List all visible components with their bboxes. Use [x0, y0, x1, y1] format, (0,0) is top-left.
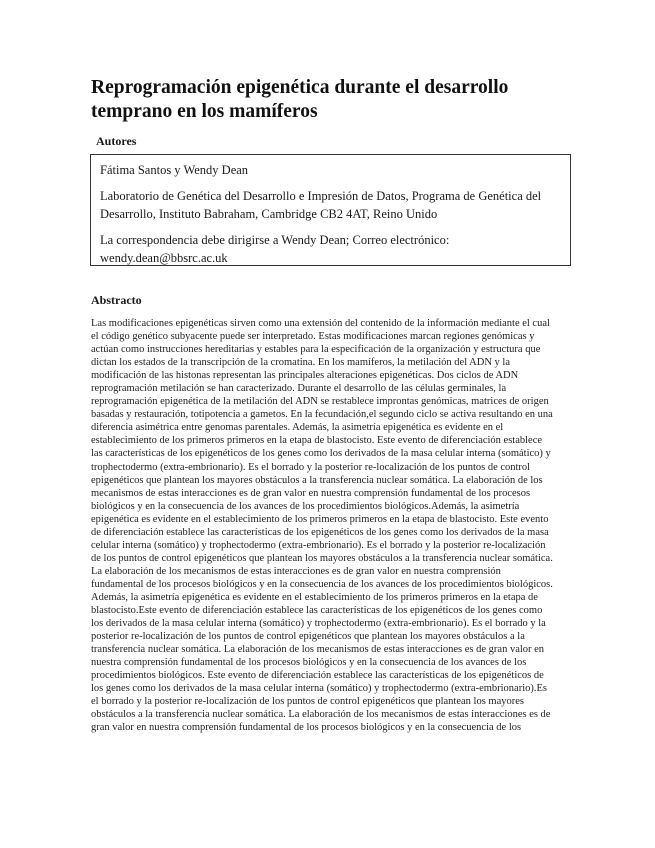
correspondence-email: wendy.dean@bbsrc.ac.uk [100, 251, 228, 265]
abstract-line: celular interna (somático) y trophectodermo (extra-embrionario). Es el borrado y la posterior re-localización [91, 539, 546, 551]
abstract-line: actúan como instrucciones hereditarias y estables para la especificación de la organización y estructura que [91, 344, 541, 356]
correspondence [100, 231, 561, 267]
abstract-line: La elaboración de los mecanismos de estas interacciones es de gran valor en nuestra comprensión [91, 565, 501, 577]
abstract-line: reprogramación epigenética de la metilación del ADN se restablece improntas genómicas, matrices de origen [91, 396, 549, 408]
abstract-line: diferencia asimétrica entre genomas parentales. Además, la asimetría epigenética es evidente en el [91, 422, 504, 434]
abstract-body [91, 317, 567, 735]
abstract-line: los genes como los derivados de la masa celular interna (somático) y trophectodermo (extra-embrionario).Es [91, 683, 548, 695]
abstract-line: epigenéticos que plantean los mayores obstáculos a la transferencia nuclear somática. La elaboración de los [91, 474, 543, 486]
correspondence-line: La correspondencia debe dirigirse a Wendy Dean; Correo electrónico: [100, 233, 450, 247]
abstract-line: blastocisto.Este evento de diferenciación establece las características de los epigenéticos de los genes como [91, 605, 543, 617]
affiliation-line: Laboratorio de Genética del Desarrollo e Impresión de Datos, Programa de Genética del [100, 189, 542, 203]
abstract-heading: Abstracto [91, 293, 142, 307]
abstract-line: reprogramación metilación se han caracterizado. Durante el desarrollo de las células germinales, la [91, 383, 507, 395]
affiliation [100, 187, 561, 223]
abstract-line: establecimiento de los primeros primeros en la etapa de blastocisto. Este evento de diferenciación establece [91, 435, 543, 447]
paper-title [91, 76, 571, 124]
abstract-line: epigenética es evidente en el establecimiento de los primeros primeros en la etapa de blastocisto. Este evento [91, 513, 549, 525]
abstract-line: gran valor en nuestra comprensión fundamental de los procesos biológicos y en la consecuencia de los [91, 722, 522, 734]
title-line: Reprogramación epigenética durante el desarrollo [91, 77, 509, 98]
abstract-line: Además, la asimetría epigenética es evidente en el establecimiento de los primeros primeros en la etapa de [91, 591, 538, 603]
abstract-line: Las modificaciones epigenéticas sirven como una extensión del contenido de la información mediante el cual [91, 318, 550, 329]
abstract-line: el borrado y la posterior re-localización de los puntos de control epigenéticos que plantean los mayores [91, 696, 524, 708]
abstract-line: los derivados de la masa celular interna (somático) y trophectodermo (extra-embrionario). Es el borrado y la [91, 618, 546, 630]
abstract-line: trophectodermo (extra-embrionario). Es el borrado y la posterior re-localización de los puntos de control [91, 461, 531, 473]
abstract-line: nuestra comprensión fundamental de los procesos biológicos y en la consecuencia de los avances de los [91, 657, 527, 669]
abstract-line: procedimientos biológicos. Este evento de diferenciación establece las características de los epigenéticos de [91, 670, 544, 682]
abstract-line: posterior re-localización de los puntos de control epigenéticos que plantean los mayores obstáculos a la [91, 631, 525, 643]
abstract-line: el código genético subyacente puede ser interpretado. Estas modificaciones marcan regiones genómicas y [91, 331, 535, 343]
abstract-line: transferencia nuclear somática. La elaboración de los mecanismos de estas interacciones es de gran valor en [91, 644, 545, 656]
abstract-line: basadas y restauración, totipotencia a gametos. En la fecundación,el segundo ciclo se activa resultando en una [91, 409, 553, 421]
abstract-line: modificación de las histonas representan las principales alteraciones epigenéticas. Dos ciclos de ADN [91, 370, 519, 382]
abstract-line: las características de los epigenéticos de los genes como los derivados de la masa celular interna (somático) y [91, 448, 551, 460]
abstract-line: obstáculos a la transferencia nuclear somática. La elaboración de los mecanismos de estas interacciones es de [91, 709, 551, 721]
author-info-box [90, 154, 571, 266]
author-names: Fátima Santos y Wendy Dean [100, 163, 249, 177]
abstract-line: dictan los estados de la transcripción de la cromatina. En los mamíferos, la metilación del ADN y la [91, 357, 511, 369]
title-line: temprano en los mamíferos [91, 101, 318, 122]
abstract-line: de los puntos de control epigenéticos que plantean los mayores obstáculos a la transferencia nuclear somática. [91, 552, 553, 564]
abstract-line: fundamental de los procesos biológicos y en la consecuencia de los avances de los procedimientos biológicos. [91, 578, 553, 590]
affiliation-line: Desarrollo, Instituto Babraham, Cambridge CB2 4AT, Reino Unido [100, 207, 438, 221]
abstract-line: mecanismos de estas interacciones es de gran valor en nuestra comprensión fundamental de los procesos [91, 487, 531, 499]
abstract-line: biológicos y en la consecuencia de los avances de los procedimientos biológicos.Además, la asimetría [91, 500, 520, 512]
authors-label: Autores [96, 134, 137, 148]
abstract-line: de diferenciación establece las características de los epigenéticos de los genes como los derivados de la masa [91, 526, 549, 538]
